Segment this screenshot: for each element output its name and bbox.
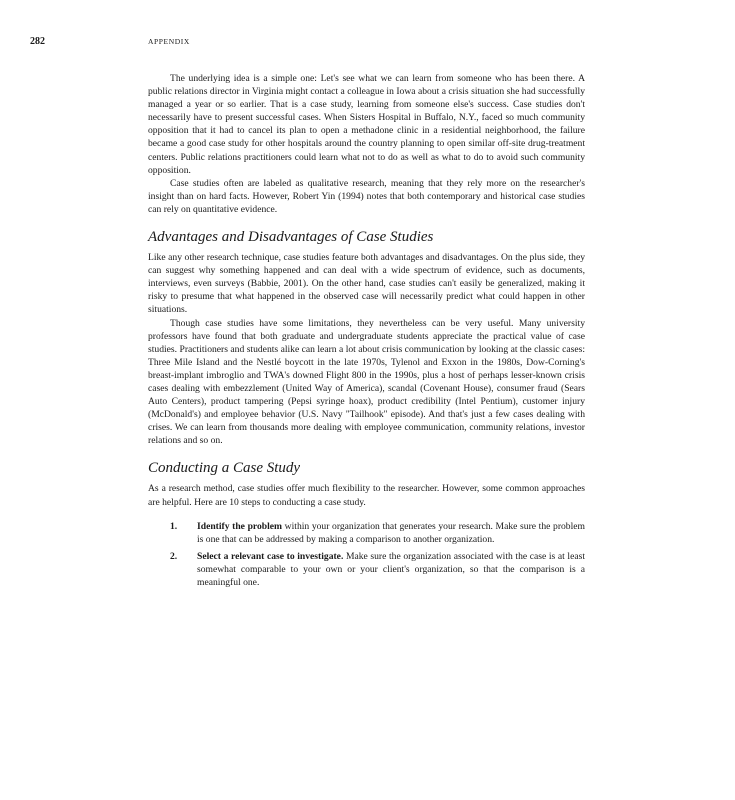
step-text: Make sure the organization associated with the case is at least somewhat comparable to your own or your client's organization, so that the comparison is a meaningful one. bbox=[197, 550, 585, 588]
steps-list bbox=[148, 520, 585, 589]
advantages-paragraph-2: Though case studies have some limitations, they nevertheless can be very useful. Many university professors have found that both graduate and undergraduate students appreciate the practical value of case studies. Practitioners and students alike can learn a lot about crisis communication by looking at the classic cases: Three Mile Island and the Nestlé boycott in the late 1970s, Tylenol and Exxon in the 1980s, Dow-Corning's breast-implant imbroglio and TWA's downed Flight 800 in the 1990s, plus a host of perhaps lesser-known crisis cases dealing with embezzlement (United Way of America), scandal (Covenant House), consumer fraud (Sears Auto Centers), product tampering (Pepsi syringe hoax), product credibility (Intel Pentium), customer injury (McDonald's) and employee behavior (U.S. Navy "Tailhook" episode). And that's just a few cases dealing with crises. We can learn from thousands more dealing with employee communication, community relations, investor relations and so on. bbox=[148, 317, 585, 447]
conducting-paragraph-1: As a research method, case studies offer much flexibility to the researcher. However, some common approaches are helpful. Here are 10 steps to conducting a case study. bbox=[148, 483, 585, 508]
step-number: 2. bbox=[170, 550, 178, 562]
running-head: APPENDIX bbox=[148, 37, 190, 46]
step-body bbox=[197, 520, 585, 546]
intro-paragraph-1: The underlying idea is a simple one: Let's see what we can learn from someone who has been there. A public relations director in Virginia might contact a colleague in Iowa about a crisis situation she had successfully managed a year or so earlier. That is a case study, learning from someone else's success. Case studies don't necessarily have to present successful cases. When Sisters Hospital in Buffalo, N.Y., faced so much community opposition that it had to cancel its plan to open a methadone clinic in a residential neighborhood, the failure became a good case study for other hospitals around the country planning to open similar off-site drug-treatment centers. Public relations practitioners could learn what not to do as well as what to do to avoid such community opposition. bbox=[148, 73, 585, 176]
step-text: within your organization that generates your research. Make sure the problem is one that can be addressed by making a comparison to another organization. bbox=[197, 520, 585, 545]
step-lead: Select a relevant case to investigate. bbox=[197, 550, 344, 562]
step-item bbox=[170, 550, 585, 589]
step-item bbox=[170, 520, 585, 546]
page-body bbox=[148, 72, 585, 593]
advantages-paragraph-1: Like any other research technique, case studies feature both advantages and disadvantages. On the plus side, they can suggest why something happened and can deal with a wide spectrum of evidence, such as documents, interviews, even surveys (Babbie, 2001). On the other hand, case studies can't easily be generalized, making it risky to presume that what happened in the observed case will necessarily predict what could happen in other situations. bbox=[148, 252, 585, 316]
section-heading-conducting: Conducting a Case Study bbox=[148, 460, 301, 477]
step-number: 1. bbox=[170, 520, 178, 532]
page-number: 282 bbox=[30, 36, 45, 47]
section-heading-advantages: Advantages and Disadvantages of Case Studies bbox=[148, 229, 434, 246]
step-lead: Identify the problem bbox=[197, 520, 283, 532]
step-body bbox=[197, 550, 585, 589]
intro-paragraph-2: Case studies often are labeled as qualitative research, meaning that they rely more on the researcher's insight than on hard facts. However, Robert Yin (1994) notes that both contemporary and historical case studies can rely on quantitative evidence. bbox=[148, 177, 585, 215]
